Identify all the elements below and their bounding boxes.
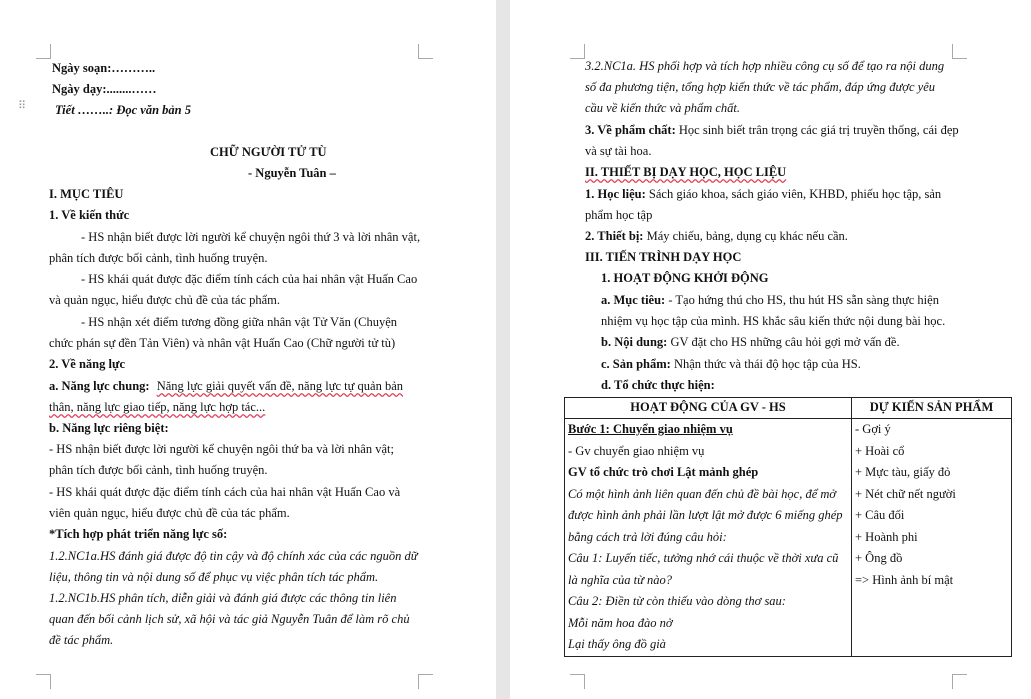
- step-heading: Bước 1: Chuyển giao nhiệm vụ: [568, 422, 733, 436]
- paragraph-line: quan đến bối cảnh lịch sử, xã hội và tác giả Nguyễn Tuân để làm rõ chủ: [49, 612, 410, 626]
- text: GV đặt cho HS những câu hỏi gợi mở vấn đề.: [670, 335, 900, 349]
- drag-handle-icon[interactable]: ⠿: [18, 99, 27, 112]
- table-line: => Hình ảnh bí mật: [855, 572, 954, 587]
- paragraph-line: - HS nhận biết được lời người kể chuyện ngôi thứ ba và lời nhân vật;: [49, 442, 394, 456]
- tiet: Tiết ……..: Đọc văn bản 5: [55, 103, 191, 117]
- table-header-cell: DỰ KIẾN SẢN PHẨM: [852, 398, 1012, 419]
- paragraph-line: và quản ngục, hiểu được chủ đề của tác phẩm.: [49, 293, 281, 307]
- ngay-soan: Ngày soạn:………..: [52, 61, 156, 75]
- subsection-heading: b. Năng lực riêng biệt:: [49, 421, 169, 435]
- label: b. Nội dung:: [601, 335, 668, 349]
- paragraph-line: 1.2.NC1b.HS phân tích, diễn giải và đánh giá được các thông tin liên: [49, 591, 397, 605]
- document-page-2: [510, 0, 1031, 699]
- label: 1. Học liệu:: [585, 187, 646, 201]
- label: 3. Về phẩm chất:: [585, 123, 676, 137]
- table-line: + Hoành phi: [855, 529, 918, 544]
- crop-mark: [36, 44, 51, 59]
- table-line: được hình ảnh phải lần lượt lật mở được 6 miếng ghép: [568, 508, 843, 522]
- table-cell-activities: [565, 419, 852, 657]
- section-heading: II. THIẾT BỊ DẠY HỌC, HỌC LIỆU: [585, 165, 787, 179]
- crop-mark: [36, 674, 51, 689]
- text: Học sinh biết trân trọng các giá trị truyền thống, cái đẹp: [678, 123, 959, 137]
- table-line: + Hoài cổ: [855, 443, 905, 458]
- table-line: Câu 1: Luyến tiếc, tưởng nhớ cái thuộc về thời xưa cũ: [568, 551, 839, 565]
- table-cell-products: [852, 419, 1012, 657]
- paragraph-line: 3.2.NC1a. HS phối hợp và tích hợp nhiều công cụ số để tạo ra nội dung: [585, 59, 945, 73]
- subsection-heading: 2. Về năng lực: [49, 357, 126, 371]
- document-page-1: [0, 0, 496, 699]
- text: Sách giáo khoa, sách giáo viên, KHBD, phiếu học tập, sản: [648, 187, 942, 201]
- table-line: Mỗi năm hoa đào nở: [568, 615, 673, 630]
- activity-table: [564, 397, 1012, 657]
- paragraph-line: nhiệm vụ học tập của mình. HS khắc sâu kiến thức nội dung bài học.: [601, 314, 946, 328]
- crop-mark: [418, 44, 433, 59]
- crop-mark: [952, 674, 967, 689]
- text: Nhận thức và thái độ học tập của HS.: [673, 357, 861, 371]
- paragraph-line: viên quản ngục, hiểu được chủ đề của tác phẩm.: [49, 506, 290, 520]
- crop-mark: [570, 44, 585, 59]
- section-heading: I. MỤC TIÊU: [49, 187, 124, 201]
- paragraph-line: số đa phương tiện, tổng hợp kiến thức về tác phẩm, đáp ứng được yêu: [585, 80, 935, 94]
- table-line: + Câu đối: [855, 508, 905, 522]
- paragraph-line: [585, 186, 941, 202]
- paragraph-line: [601, 334, 900, 350]
- table-header-cell: HOẠT ĐỘNG CỦA GV - HS: [565, 398, 852, 419]
- paragraph-line: phân tích được bối cảnh, tình huống truyện.: [49, 251, 268, 265]
- paragraph-line: đề tác phẩm.: [49, 633, 114, 647]
- table-line: là nghĩa của từ nào?: [568, 572, 673, 587]
- paragraph-line: [601, 292, 939, 308]
- crop-mark: [418, 674, 433, 689]
- table-header-row: [565, 398, 1012, 419]
- table-line: - Gv chuyển giao nhiệm vụ: [568, 443, 705, 458]
- paragraph-line: và sự tài hoa.: [585, 144, 652, 158]
- table-line: bằng cách trả lời đúng câu hỏi:: [568, 529, 727, 544]
- table-line: GV tổ chức trò chơi Lật mảnh ghép: [568, 465, 759, 479]
- document-title: CHỮ NGƯỜI TỬ TÙ: [210, 145, 327, 159]
- table-line: - Gợi ý: [855, 422, 891, 436]
- crop-mark: [570, 674, 585, 689]
- table-line: + Ông đồ: [855, 551, 903, 565]
- paragraph-line: phẩm học tập: [585, 208, 653, 222]
- ngay-day: Ngày dạy:........……: [52, 82, 157, 96]
- paragraph-line: - HS khái quát được đặc điểm tính cách của hai nhân vật Huấn Cao: [81, 272, 418, 286]
- crop-mark: [952, 44, 967, 59]
- label: 2. Thiết bị:: [585, 229, 644, 243]
- table-row: [565, 419, 1012, 657]
- paragraph-line: [585, 228, 848, 244]
- text: Máy chiếu, bảng, dụng cụ khác nếu cần.: [646, 229, 848, 243]
- label: a. Mục tiêu:: [601, 293, 666, 307]
- label: a. Năng lực chung:: [49, 379, 150, 393]
- paragraph-line: - HS khái quát được đặc điểm tính cách của hai nhân vật Huấn Cao và: [49, 485, 401, 499]
- paragraph-line: - HS nhận biết được lời người kể chuyện ngôi thứ 3 và lời nhân vật,: [81, 230, 421, 244]
- table-line: + Nét chữ nết người: [855, 486, 956, 501]
- table-line: + Mực tàu, giấy đỏ: [855, 465, 951, 479]
- paragraph-line: [585, 122, 959, 138]
- paragraph-line: phân tích được bối cảnh, tình huống truyện.: [49, 463, 268, 477]
- table-line: Lại thấy ông đồ già: [568, 637, 666, 651]
- subsection-heading: *Tích hợp phát triển năng lực số:: [49, 527, 228, 541]
- text: - Tạo hứng thú cho HS, thu hút HS sẵn sàng thực hiện: [668, 293, 939, 307]
- label: c. Sản phẩm:: [601, 357, 671, 371]
- table-line: Câu 2: Điền từ còn thiếu vào dòng thơ sau:: [568, 594, 786, 608]
- paragraph-line: 1.2.NC1a.HS đánh giá được độ tin cậy và độ chính xác của các nguồn dữ: [49, 549, 418, 563]
- paragraph-line: chức phán sự đền Tản Viên) và nhân vật Huấn Cao (Chữ người tử tù): [49, 336, 396, 350]
- document-author: - Nguyễn Tuân –: [248, 166, 336, 180]
- paragraph-line: [49, 378, 403, 394]
- section-heading: III. TIẾN TRÌNH DẠY HỌC: [585, 250, 742, 264]
- paragraph-line: [601, 356, 861, 372]
- text: Năng lực giải quyết vấn đề, năng lực tự quản bản: [156, 379, 403, 393]
- paragraph-line: liệu, thông tin và nội dung số để phục vụ việc phân tích tác phẩm.: [49, 570, 379, 584]
- paragraph-line: thân, năng lực giao tiếp, năng lực hợp tác...: [49, 400, 266, 414]
- subsection-heading: d. Tổ chức thực hiện:: [601, 378, 715, 392]
- subsection-heading: 1. HOẠT ĐỘNG KHỞI ĐỘNG: [601, 271, 769, 285]
- table-line: Có một hình ảnh liên quan đến chủ đề bài học, để mở: [568, 486, 837, 501]
- paragraph-line: - HS nhận xét điểm tương đồng giữa nhân vật Tử Văn (Chuyện: [81, 315, 398, 329]
- paragraph-line: cầu về kiến thức và phẩm chất.: [585, 101, 741, 115]
- subsection-heading: 1. Về kiến thức: [49, 208, 130, 222]
